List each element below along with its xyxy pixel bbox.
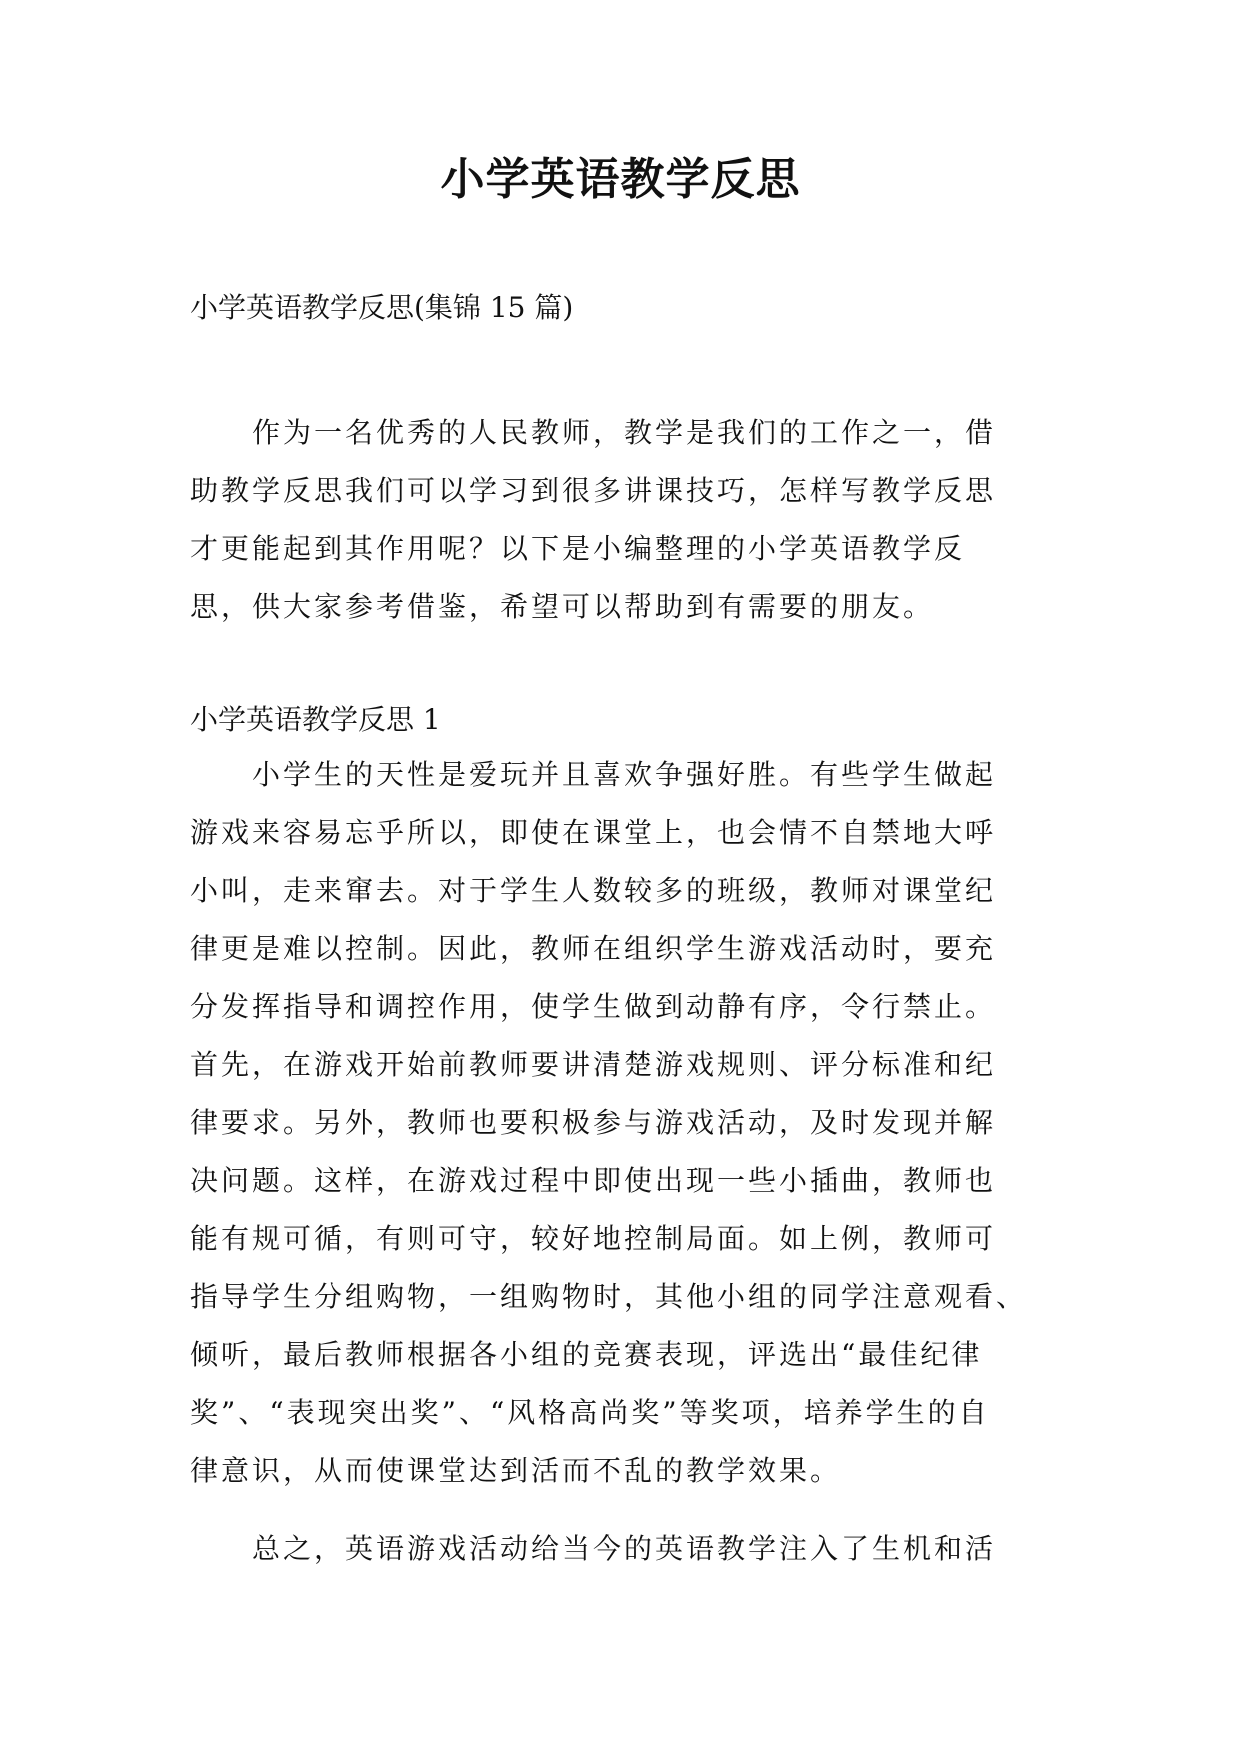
- paragraph-line: 作为一名优秀的人民教师，教学是我们的工作之一，借: [190, 416, 997, 449]
- paragraph-line: 指导学生分组购物，一组购物时，其他小组的同学注意观看、: [190, 1280, 1028, 1313]
- section-heading: 小学英语教学反思 1: [190, 703, 441, 736]
- paragraph-line: 首先，在游戏开始前教师要讲清楚游戏规则、评分标准和纪: [190, 1048, 997, 1081]
- section-paragraph: [190, 1520, 1060, 1578]
- document-title: 小学英语教学反思: [440, 154, 801, 205]
- paragraph-line: 决问题。这样，在游戏过程中即使出现一些小插曲，教师也: [190, 1164, 997, 1197]
- paragraph-line: 分发挥指导和调控作用，使学生做到动静有序，令行禁止。: [190, 990, 997, 1023]
- document-subtitle: 小学英语教学反思(集锦 15 篇): [190, 291, 574, 324]
- paragraph-line: 奖”、“表现突出奖”、“风格高尚奖”等奖项，培养学生的自: [190, 1396, 990, 1429]
- paragraph-line: 能有规可循，有则可守，较好地控制局面。如上例，教师可: [190, 1222, 997, 1255]
- paragraph-line: 游戏来容易忘乎所以，即使在课堂上，也会情不自禁地大呼: [190, 816, 997, 849]
- paragraph-line: 思，供大家参考借鉴，希望可以帮助到有需要的朋友。: [190, 590, 935, 623]
- intro-paragraph: [190, 404, 1060, 636]
- paragraph-line: 律要求。另外，教师也要积极参与游戏活动，及时发现并解: [190, 1106, 997, 1139]
- paragraph-line: 才更能起到其作用呢？以下是小编整理的小学英语教学反: [190, 532, 966, 565]
- section-paragraph: [190, 746, 1060, 1500]
- paragraph-line: 小学生的天性是爱玩并且喜欢争强好胜。有些学生做起: [190, 758, 997, 791]
- paragraph-line: 总之，英语游戏活动给当今的英语教学注入了生机和活: [190, 1532, 997, 1565]
- paragraph-line: 倾听，最后教师根据各小组的竞赛表现，评选出“最佳纪律: [190, 1338, 983, 1371]
- paragraph-line: 律更是难以控制。因此，教师在组织学生游戏活动时，要充: [190, 932, 997, 965]
- paragraph-line: 小叫，走来窜去。对于学生人数较多的班级，教师对课堂纪: [190, 874, 997, 907]
- paragraph-line: 助教学反思我们可以学习到很多讲课技巧，怎样写教学反思: [190, 474, 997, 507]
- paragraph-line: 律意识，从而使课堂达到活而不乱的教学效果。: [190, 1454, 842, 1487]
